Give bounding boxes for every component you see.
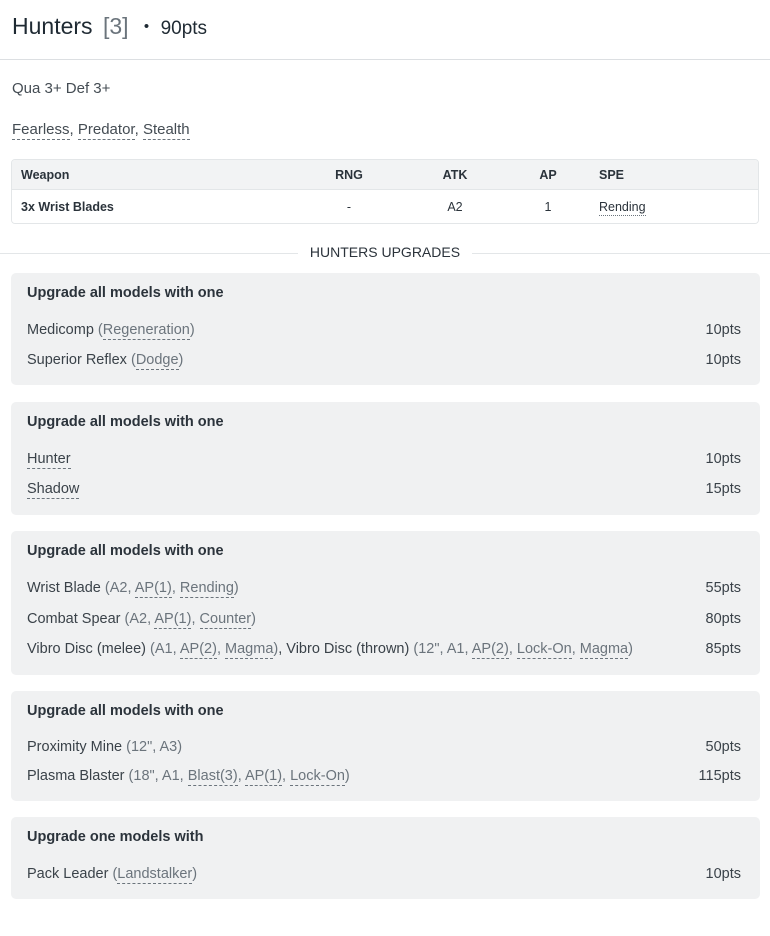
option-price: 80pts — [705, 611, 741, 627]
rule-dodge[interactable]: Dodge — [135, 352, 179, 368]
unit-title — [12, 13, 207, 40]
header-weapon: Weapon — [21, 168, 70, 182]
option-price: 85pts — [705, 641, 741, 657]
option-price: 10pts — [705, 451, 741, 467]
weapon-rng: - — [346, 200, 352, 214]
upgrade-option-plasma-blaster[interactable]: Plasma Blaster (18", A1, Blast(3), AP(1), Lock-On) — [27, 768, 350, 784]
upgrade-group-title: Upgrade all models with one — [27, 703, 224, 719]
upgrade-option-superior-reflex[interactable]: Superior Reflex (Dodge) — [27, 352, 184, 368]
rule-ap[interactable]: AP(2) — [471, 641, 509, 657]
upgrade-option-hunter[interactable]: Hunter — [27, 451, 71, 467]
rule-landstalker[interactable]: Landstalker — [117, 866, 193, 882]
unit-header — [0, 0, 770, 60]
upgrades-section-title: HUNTERS UPGRADES — [0, 244, 770, 260]
option-price: 55pts — [705, 580, 741, 596]
upgrade-group-title: Upgrade one models with — [27, 829, 204, 845]
rule-predator[interactable]: Predator — [77, 121, 135, 138]
unit-stats: Qua 3+ Def 3+ — [12, 80, 111, 97]
option-price: 10pts — [705, 322, 741, 338]
rule-fearless[interactable]: Fearless — [12, 121, 70, 138]
weapons-table — [11, 159, 759, 224]
rule-magma[interactable]: Magma — [225, 641, 274, 657]
upgrade-group-1 — [11, 273, 760, 385]
upgrade-group-2 — [11, 402, 760, 515]
weapon-name: 3x Wrist Blades — [21, 200, 114, 214]
header-rng: RNG — [335, 168, 363, 182]
rule-lock-on[interactable]: Lock-On — [516, 641, 572, 657]
header-spe: SPE — [599, 168, 625, 182]
option-price: 15pts — [705, 481, 741, 497]
special-rules: Fearless, Predator, Stealth — [12, 121, 190, 138]
upgrade-group-title: Upgrade all models with one — [27, 543, 224, 559]
upgrade-group-3 — [11, 531, 760, 675]
weapons-table-header — [12, 160, 758, 190]
upgrade-group-title: Upgrade all models with one — [27, 414, 224, 430]
option-price: 10pts — [705, 866, 741, 882]
upgrade-group-4 — [11, 691, 760, 801]
option-price: 10pts — [705, 352, 741, 368]
upgrade-option-wrist-blade[interactable]: Wrist Blade (A2, AP(1), Rending) — [27, 580, 239, 596]
upgrade-option-medicomp[interactable]: Medicomp (Regeneration) — [27, 322, 195, 338]
unit-model-count: [3] — [102, 13, 129, 39]
header-ap: AP — [539, 168, 557, 182]
rule-regeneration[interactable]: Regeneration — [102, 322, 190, 338]
upgrade-option-vibro-disc[interactable]: Vibro Disc (melee) (A1, AP(2), Magma), Vibro Disc (thrown) (12", A1, AP(2), Lock-On, Magma) — [27, 641, 633, 657]
rule-counter[interactable]: Counter — [199, 611, 252, 627]
upgrade-option-pack-leader[interactable]: Pack Leader (Landstalker) — [27, 866, 198, 882]
rule-blast[interactable]: Blast(3) — [187, 768, 238, 784]
rule-stealth[interactable]: Stealth — [142, 121, 190, 138]
upgrade-group-title: Upgrade all models with one — [27, 285, 224, 301]
title-separator: • — [143, 18, 150, 35]
option-price: 50pts — [705, 739, 741, 755]
header-atk: ATK — [442, 168, 468, 182]
weapon-spe-rending[interactable]: Rending — [599, 200, 646, 214]
rule-ap[interactable]: AP(1) — [244, 768, 283, 784]
upgrade-option-shadow[interactable]: Shadow — [27, 481, 80, 497]
rule-ap[interactable]: AP(1) — [154, 611, 192, 627]
upgrade-group-5 — [11, 817, 760, 899]
table-row — [12, 190, 758, 224]
unit-points: 90pts — [160, 18, 208, 39]
rule-ap[interactable]: AP(1) — [134, 580, 172, 596]
rule-rending[interactable]: Rending — [179, 580, 234, 596]
option-price: 115pts — [698, 768, 741, 784]
unit-name: Hunters — [12, 13, 93, 39]
rule-magma[interactable]: Magma — [579, 641, 629, 657]
rule-ap[interactable]: AP(2) — [179, 641, 217, 657]
weapon-ap: 1 — [544, 200, 552, 214]
upgrade-option-combat-spear[interactable]: Combat Spear (A2, AP(1), Counter) — [27, 611, 256, 627]
weapon-atk: A2 — [447, 200, 463, 214]
upgrade-option-proximity-mine[interactable]: Proximity Mine (12", A3) — [27, 739, 183, 755]
rule-lock-on[interactable]: Lock-On — [290, 768, 345, 784]
